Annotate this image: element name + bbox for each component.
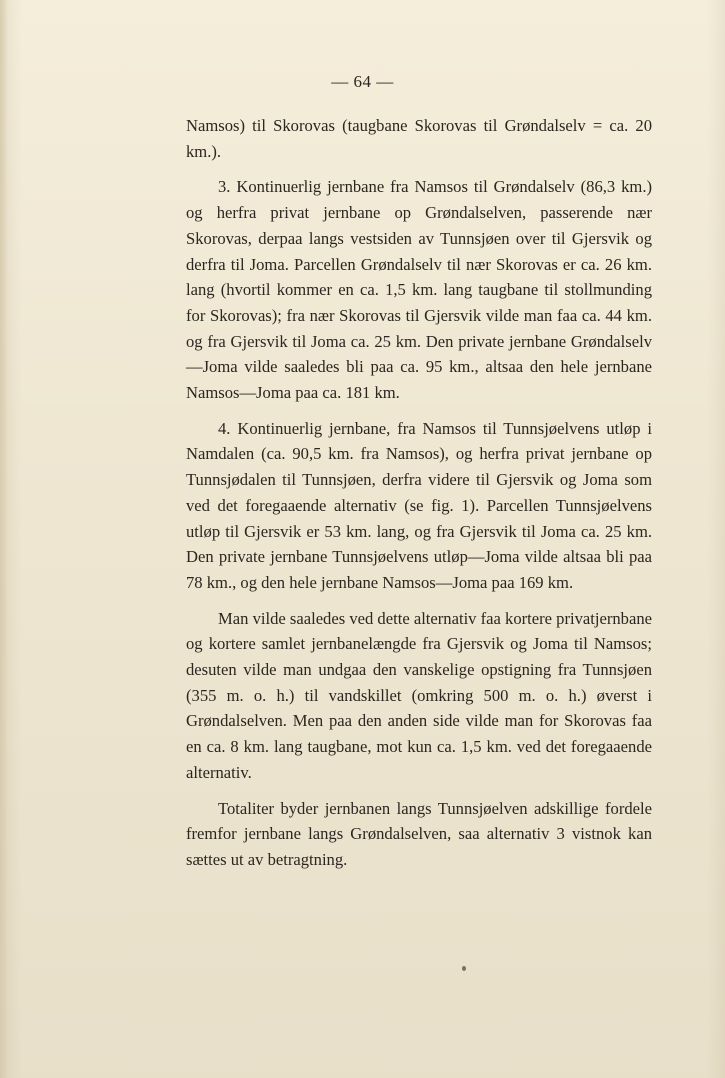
paragraph-alternative-4: 4. Kontinuerlig jernbane, fra Namsos til Tunnsjøelvens utløp i Namdalen (ca. 90,5 km. fra Namsos), og herfra privat jernbane op Tunnsjødalen til Tunnsjøen, derfra videre til Gjersvik og Joma som ved det foregaaende alternativ (se fig. 1). Parcellen Tunnsjøelvens utløp til Gjersvik er 53 km. lang, og fra Gjersvik til Joma ca. 25 km. Den private jernbane Tunnsjøelvens utløp—Joma vilde altsaa bli paa 78 km., og den hele jernbane Namsos—Joma paa 169 km. (186, 418, 652, 592)
paragraph-continuation: Namsos) til Skorovas (taugbane Skorovas til Grøndalselv = ca. 20 km.). (186, 116, 652, 161)
body-text (186, 113, 652, 883)
paragraph-conclusion: Totaliter byder jernbanen langs Tunnsjøelven adskillige fordele fremfor jernbane langs Grøndalselven, saa alternativ 3 vistnok kan sættes ut av betragtning. (186, 798, 652, 869)
page-number: — 64 — (331, 72, 394, 91)
page-edge-shadow (0, 0, 8, 1078)
paragraph-alternative-3: 3. Kontinuerlig jernbane fra Namsos til Grøndalselv (86,3 km.) og herfra privat jernbane op Grøndalselven, passerende nær Skorovas, derpaa langs vestsiden av Tunnsjøen over til Gjersvik og derfra til Joma. Parcellen Grøndalselv til nær Skorovas er ca. 26 km. lang (hvortil kommer en ca. 1,5 km. lang taugbane til stollmunding for Skorovas); fra nær Skorovas til Gjersvik vilde man faa ca. 44 km. og fra Gjersvik til Joma ca. 25 km. Den private jernbane Grøndalselv—Joma vilde saaledes bli paa ca. 95 km., altsaa den hele jernbane Namsos—Joma paa ca. 181 km. (186, 177, 652, 403)
ink-speck (462, 966, 466, 971)
paragraph-comparison: Man vilde saaledes ved dette alternativ faa kortere privatjernbane og kortere samlet jernbanelængde fra Gjersvik og Joma til Namsos; desuten vilde man undgaa den vanskelige opstigning fra Tunnsjøen (355 m. o. h.) til vandskillet (omkring 500 m. o. h.) øverst i Grøndalselven. Men paa den anden side vilde man for Skorovas faa en ca. 8 km. lang taugbane, mot kun ca. 1,5 km. ved det foregaaende alternativ. (186, 608, 652, 782)
